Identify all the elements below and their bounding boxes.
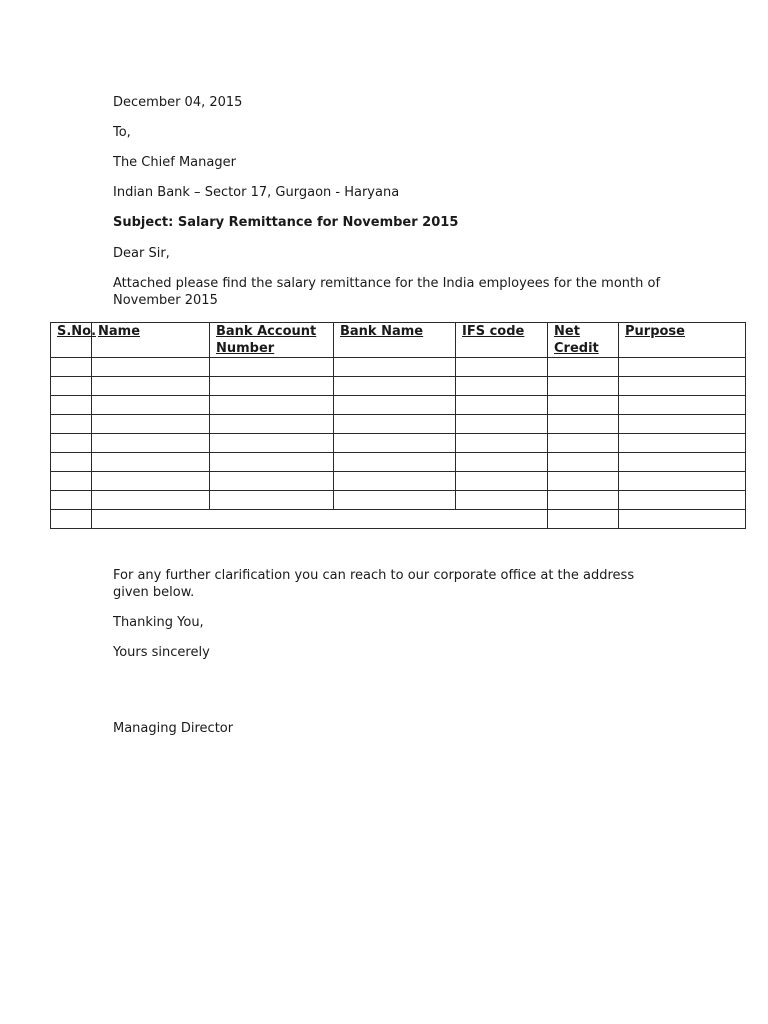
table-cell [51,434,92,453]
table-cell [92,377,210,396]
table-cell [92,453,210,472]
table-cell [456,434,548,453]
table-row [51,472,746,491]
table-cell [210,415,334,434]
table-cell [210,491,334,510]
table-cell [548,491,619,510]
table-cell [210,358,334,377]
table-cell [456,415,548,434]
table-cell [210,453,334,472]
table-cell [51,491,92,510]
table-cell [92,472,210,491]
table-cell [210,377,334,396]
table-cell [619,434,746,453]
col-header-name: Name [92,323,210,358]
table-cell [334,396,456,415]
table-cell [334,358,456,377]
table-row [51,453,746,472]
clarification-paragraph: For any further clarification you can reach to our corporate office at the address given below. [113,568,635,600]
salutation: Dear Sir, [113,246,170,261]
table-cell [456,396,548,415]
intro-paragraph: Attached please find the salary remittance for the India employees for the month of November 2015 [113,276,661,308]
table-row [51,377,746,396]
table-body [51,358,746,529]
table-cell [92,415,210,434]
table-cell [51,453,92,472]
signatory: Managing Director [113,721,234,736]
table-cell [619,415,746,434]
table-cell [619,510,746,529]
table-cell [92,510,548,529]
table-cell [619,377,746,396]
table-cell [51,415,92,434]
table-cell [334,491,456,510]
table-cell [619,358,746,377]
col-header-net-credit: Net Credit [548,323,619,358]
table-cell [51,358,92,377]
table-cell [456,377,548,396]
thanks-line: Thanking You, [113,615,204,630]
table-row [51,358,746,377]
table-cell [51,377,92,396]
table-row [51,434,746,453]
table-cell [51,472,92,491]
table-cell [456,453,548,472]
salary-remittance-table [50,322,746,529]
table-row [51,491,746,510]
table-row [51,510,746,529]
table-cell [334,472,456,491]
col-header-bank-account: Bank Account Number [210,323,334,358]
table-cell [334,377,456,396]
table-cell [92,358,210,377]
table-cell [51,396,92,415]
table-cell [548,415,619,434]
table-cell [619,396,746,415]
table-cell [92,396,210,415]
table-row [51,396,746,415]
table-cell [51,510,92,529]
table-cell [334,434,456,453]
col-header-ifs-code: IFS code [456,323,548,358]
letter-date: December 04, 2015 [113,95,243,110]
table-cell [456,358,548,377]
table-cell [334,415,456,434]
col-header-purpose: Purpose [619,323,746,358]
table-cell [619,453,746,472]
table-cell [548,358,619,377]
subject-line: Subject: Salary Remittance for November 2015 [113,215,459,230]
table-cell [548,472,619,491]
recipient-title: The Chief Manager [113,155,236,170]
table-cell [548,377,619,396]
col-header-bank-name: Bank Name [334,323,456,358]
table-cell [619,491,746,510]
table-cell [92,434,210,453]
table-cell [619,472,746,491]
table-header-row [51,323,746,358]
table-cell [548,453,619,472]
table-cell [334,453,456,472]
recipient-address: Indian Bank – Sector 17, Gurgaon - Haryana [113,185,400,200]
table-cell [210,472,334,491]
table-cell [456,472,548,491]
table-cell [548,510,619,529]
table-cell [92,491,210,510]
table-cell [548,396,619,415]
table-cell [548,434,619,453]
to-line: To, [113,125,131,140]
col-header-sno: S.No. [51,323,92,358]
table-cell [456,491,548,510]
closing-line: Yours sincerely [113,645,210,660]
table-cell [210,396,334,415]
table-row [51,415,746,434]
table-cell [210,434,334,453]
